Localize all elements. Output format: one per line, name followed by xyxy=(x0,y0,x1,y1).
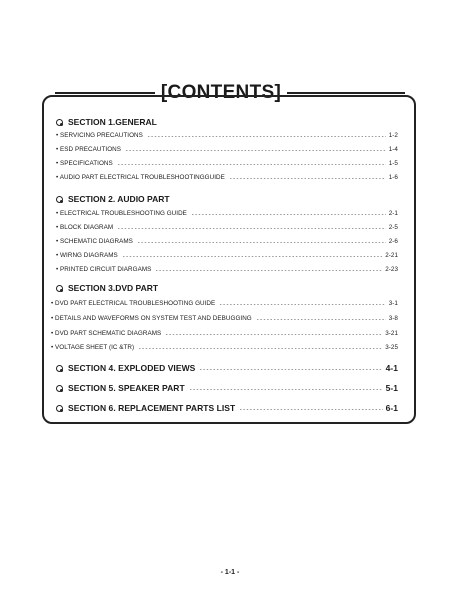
entry-page: 2-6 xyxy=(388,237,398,245)
title-rule-right xyxy=(287,92,405,94)
entry-label: • SPECIFICATIONS xyxy=(56,159,113,167)
entry-label: • AUDIO PART ELECTRICAL TROUBLESHOOTINGGUIDE xyxy=(56,173,225,181)
toc-entry xyxy=(56,172,398,182)
entry-label: • ESD PRECAUTIONS xyxy=(56,145,121,153)
circle-bullet-icon xyxy=(56,285,63,292)
entry-page: 1-4 xyxy=(388,145,398,153)
section-heading-general xyxy=(56,116,414,128)
entry-page: 3-8 xyxy=(388,314,398,322)
dot-leader xyxy=(117,164,386,165)
entry-page: 2-1 xyxy=(388,209,398,217)
title-rule-left xyxy=(55,92,155,94)
dot-leader xyxy=(117,228,386,229)
entry-label: • DETAILS AND WAVEFORMS ON SYSTEM TEST AND DEBUGGING xyxy=(51,314,252,322)
dot-leader xyxy=(256,319,386,320)
toc-entry xyxy=(56,130,398,140)
entry-label: • SERVICING PRECAUTIONS xyxy=(56,131,143,139)
entry-page: 2-5 xyxy=(388,223,398,231)
toc-entry xyxy=(56,222,398,232)
toc-entry xyxy=(51,328,398,338)
dot-leader xyxy=(125,150,386,151)
section-heading-text: SECTION 3.DVD PART xyxy=(68,283,159,293)
entry-label: • BLOCK DIAGRAM xyxy=(56,223,114,231)
entry-label: • VOLTAGE SHEET (IC &TR) xyxy=(51,343,135,351)
dot-leader xyxy=(122,256,382,257)
dot-leader xyxy=(239,409,382,410)
toc-entry xyxy=(56,158,398,168)
toc-entry-exploded-views xyxy=(56,362,398,374)
toc-entry xyxy=(56,236,398,246)
entry-page: 3-25 xyxy=(385,343,398,351)
entry-page: 2-21 xyxy=(385,251,398,259)
entry-label: • ELECTRICAL TROUBLESHOOTING GUIDE xyxy=(56,209,187,217)
circle-bullet-icon xyxy=(56,405,63,412)
dot-leader xyxy=(165,334,382,335)
dot-leader xyxy=(147,136,386,137)
toc-entry-replacement-parts xyxy=(56,402,398,414)
dot-leader xyxy=(219,304,385,305)
toc-entry xyxy=(56,250,398,260)
section-heading-text: SECTION 1.GENERAL xyxy=(68,117,157,127)
toc-entry xyxy=(51,298,398,308)
dot-leader xyxy=(137,242,386,243)
entry-page: 1-2 xyxy=(388,131,398,139)
entry-page: 4-1 xyxy=(385,363,398,373)
circle-bullet-icon xyxy=(56,119,63,126)
entry-page: 3-1 xyxy=(388,299,398,307)
entry-label: • DVD PART ELECTRICAL TROUBLESHOOTING GUIDE xyxy=(51,299,216,307)
circle-bullet-icon xyxy=(56,365,63,372)
section-heading-text: SECTION 2. AUDIO PART xyxy=(68,194,170,204)
entry-page: 2-23 xyxy=(385,265,398,273)
entry-page: 3-21 xyxy=(385,329,398,337)
entry-label: • PRINTED CIRCUIT DIARGAMS xyxy=(56,265,152,273)
entry-label: • WIRNG DIAGRAMS xyxy=(56,251,118,259)
dot-leader xyxy=(229,178,386,179)
dot-leader xyxy=(189,389,383,390)
entry-page: 6-1 xyxy=(385,403,398,413)
page-title: [CONTENTS] xyxy=(160,82,282,103)
dot-leader xyxy=(199,369,382,370)
page-number: - 1-1 - xyxy=(220,569,240,576)
entry-page: 1-5 xyxy=(388,159,398,167)
entry-page: 1-6 xyxy=(388,173,398,181)
entry-label: SECTION 4. EXPLODED VIEWS xyxy=(68,363,196,373)
entry-label: • SCHEMATIC DIAGRAMS xyxy=(56,237,133,245)
circle-bullet-icon xyxy=(56,196,63,203)
entry-label: SECTION 5. SPEAKER PART xyxy=(68,383,185,393)
toc-entry xyxy=(51,313,398,323)
toc-entry-speaker-part xyxy=(56,382,398,394)
toc-entry xyxy=(56,264,398,274)
toc-entry xyxy=(56,208,398,218)
contents-box xyxy=(42,95,416,424)
dot-leader xyxy=(155,270,382,271)
circle-bullet-icon xyxy=(56,385,63,392)
section-heading-dvd xyxy=(56,282,414,294)
dot-leader xyxy=(191,214,386,215)
entry-label: SECTION 6. REPLACEMENT PARTS LIST xyxy=(68,403,236,413)
section-heading-audio xyxy=(56,193,414,205)
entry-label: • DVD PART SCHEMATIC DIAGRAMS xyxy=(51,329,162,337)
toc-entry xyxy=(51,342,398,352)
dot-leader xyxy=(138,348,382,349)
toc-entry xyxy=(56,144,398,154)
entry-page: 5-1 xyxy=(385,383,398,393)
